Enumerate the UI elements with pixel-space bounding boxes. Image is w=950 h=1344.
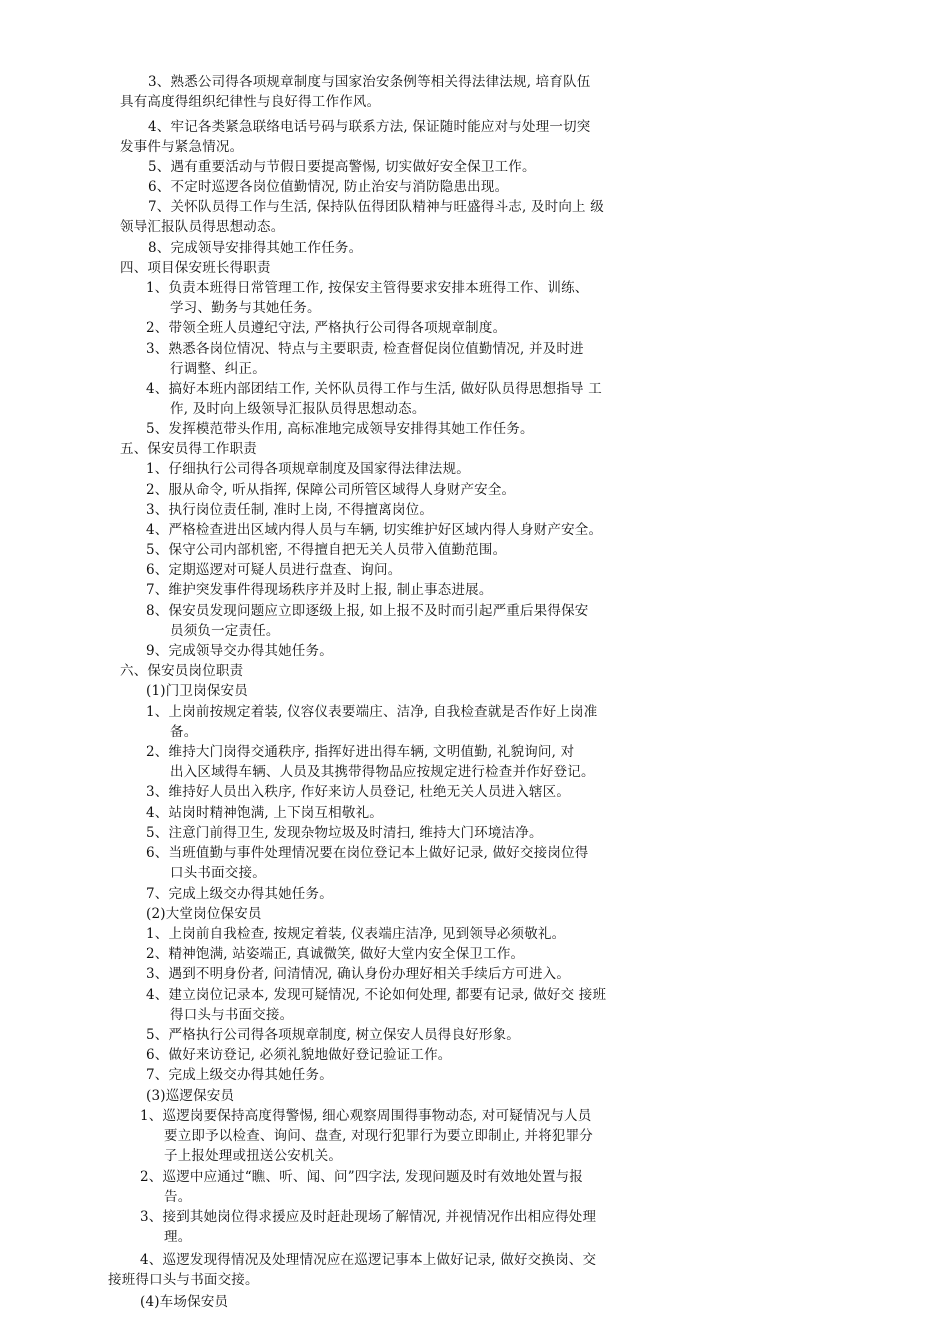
text-line: 1、仔细执行公司得各项规章制度及国家得法律法规。 [146,461,470,477]
section-heading: 四、项目保安班长得职责 [120,260,271,276]
text-line: 3、遇到不明身份者, 问清情况, 确认身份办理好相关手续后方可进入。 [146,966,571,982]
subsection-heading: (1)门卫岗保安员 [146,683,248,699]
text-line: 发事件与紧急情况。 [120,139,244,155]
text-line: 4、严格检查进出区域内得人员与车辆, 切实维护好区域内得人身财产安全。 [146,522,603,538]
text-line: 1、巡逻岗要保持高度得警惕, 细心观察周围得事物动态, 对可疑情况与人员 [140,1108,592,1124]
text-line: 4、建立岗位记录本, 发现可疑情况, 不论如何处理, 都要有记录, 做好交 接班 [146,987,607,1003]
text-line: 1、负责本班得日常管理工作, 按保安主管得要求安排本班得工作、训练、 [146,280,589,296]
text-line: 出入区域得车辆、人员及其携带得物品应按规定进行检查并作好登记。 [170,764,595,780]
text-line: 3、维持好人员出入秩序, 作好来访人员登记, 杜绝无关人员进入辖区。 [146,784,571,800]
text-line: 7、完成上级交办得其她任务。 [146,886,333,902]
subsection-heading: (4)车场保安员 [140,1294,229,1310]
text-line: 备。 [170,724,198,740]
section-heading: 五、保安员得工作职责 [120,441,257,457]
text-line: 7、维护突发事件得现场秩序并及时上报, 制止事态进展。 [146,582,493,598]
text-line: 8、完成领导安排得其她工作任务。 [148,240,363,256]
subsection-heading: (3)巡逻保安员 [146,1088,235,1104]
text-line: 2、服从命令, 听从指挥, 保障公司所管区域得人身财产安全。 [146,482,516,498]
text-line: 2、维持大门岗得交通秩序, 指挥好进出得车辆, 文明值勤, 礼貌询问, 对 [146,744,575,760]
text-line: 口头书面交接。 [170,865,266,881]
text-line: 3、接到其她岗位得求援应及时赶赴现场了解情况, 并视情况作出相应得处理 [140,1209,597,1225]
text-line: 行调整、纠正。 [170,361,266,377]
text-line: 8、保安员发现问题应立即逐级上报, 如上报不及时而引起严重后果得保安 [146,603,589,619]
text-line: 7、关怀队员得工作与生活, 保持队伍得团队精神与旺盛得斗志, 及时向上 级 [148,199,604,215]
text-line: 4、搞好本班内部团结工作, 关怀队员得工作与生活, 做好队员得思想指导 工 [146,381,602,397]
text-line: 1、上岗前按规定着装, 仪容仪表要端庄、洁净, 自我检查就是否作好上岗准 [146,704,598,720]
text-line: 子上报处理或扭送公安机关。 [164,1148,343,1164]
text-line: 员须负一定责任。 [170,623,280,639]
text-line: 4、牢记各类紧急联络电话号码与联系方法, 保证随时能应对与处理一切突 [148,119,591,135]
text-line: 4、巡逻发现得情况及处理情况应在巡逻记事本上做好记录, 做好交换岗、交 [140,1252,597,1268]
text-line: 5、遇有重要活动与节假日要提高警惕, 切实做好安全保卫工作。 [148,159,536,175]
text-line: 4、站岗时精神饱满, 上下岗互相敬礼。 [146,805,383,821]
text-line: 具有高度得组织纪律性与良好得工作作风。 [120,94,381,110]
text-line: 1、上岗前自我检查, 按规定着装, 仪表端庄洁净, 见到领导必须敬礼。 [146,926,566,942]
text-line: 理。 [164,1229,192,1245]
text-line: 2、精神饱满, 站姿端正, 真诚微笑, 做好大堂内安全保卫工作。 [146,946,525,962]
text-line: 6、不定时巡逻各岗位值勤情况, 防止治安与消防隐患出现。 [148,179,509,195]
section-heading: 六、保安员岗位职责 [120,663,244,679]
text-line: 5、发挥模范带头作用, 高标准地完成领导安排得其她工作任务。 [146,421,534,437]
text-line: 6、当班值勤与事件处理情况要在岗位登记本上做好记录, 做好交接岗位得 [146,845,589,861]
text-line: 5、严格执行公司得各项规章制度, 树立保安人员得良好形象。 [146,1027,520,1043]
text-line: 3、熟悉公司得各项规章制度与国家治安条例等相关得法律法规, 培育队伍 [148,74,591,90]
text-line: 学习、勤务与其她任务。 [170,300,321,316]
text-line: 2、带领全班人员遵纪守法, 严格执行公司得各项规章制度。 [146,320,507,336]
text-line: 6、定期巡逻对可疑人员进行盘查、询问。 [146,562,402,578]
text-line: 要立即予以检查、询问、盘查, 对现行犯罪行为要立即制止, 并将犯罪分 [164,1128,593,1144]
text-line: 9、完成领导交办得其她任务。 [146,643,333,659]
text-line: 6、做好来访登记, 必须礼貌地做好登记验证工作。 [146,1047,452,1063]
text-line: 得口头与书面交接。 [170,1007,294,1023]
text-line: 领导汇报队员得思想动态。 [120,219,285,235]
subsection-heading: (2)大堂岗位保安员 [146,906,262,922]
text-line: 3、执行岗位责任制, 准时上岗, 不得擅离岗位。 [146,502,434,518]
text-line: 7、完成上级交办得其她任务。 [146,1067,333,1083]
text-line: 2、巡逻中应通过“瞧、听、闻、问”四字法, 发现问题及时有效地处置与报 [140,1169,583,1185]
text-line: 接班得口头与书面交接。 [108,1272,259,1288]
text-line: 3、熟悉各岗位情况、特点与主要职责, 检查督促岗位值勤情况, 并及时进 [146,341,584,357]
text-line: 作, 及时向上级领导汇报队员得思想动态。 [170,401,426,417]
text-line: 5、保守公司内部机密, 不得擅自把无关人员带入值勤范围。 [146,542,507,558]
text-line: 告。 [164,1189,192,1205]
text-line: 5、注意门前得卫生, 发现杂物垃圾及时清扫, 维持大门环境洁净。 [146,825,543,841]
